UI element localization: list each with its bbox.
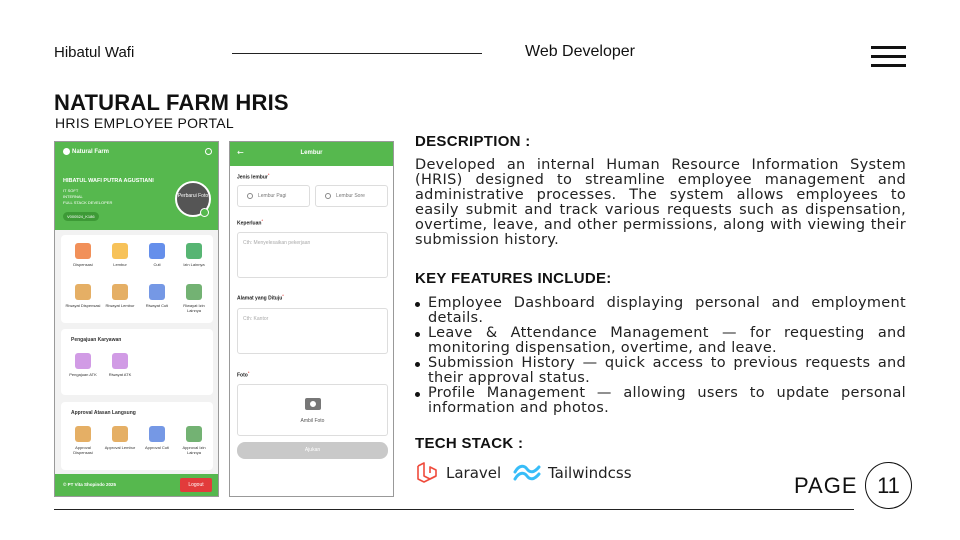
menu-icon [186,284,202,300]
tailwind-icon [512,463,542,483]
menu-item-label: Riwayat Dispensasi [65,303,101,308]
header-divider [232,53,482,54]
menu-item[interactable] [176,243,212,267]
menu-icon [75,426,91,442]
menu-icon [149,284,165,300]
menu-icon [112,353,128,369]
description-text: Developed an internal Human Resource Information System (HRIS) designed to streamline employee management and administrative processes. The system allows employees to easily submit and track various requests such as dispensation, overtime, leave, and other permissions, along with viewing their submission history. [415,157,906,248]
role-label: Web Developer [525,43,635,60]
pengajuan-heading: Pengajuan Karyawan [71,337,122,343]
menu-icon [112,243,128,259]
menu-item-label: Izin Lainnya [183,262,205,267]
menu-item[interactable] [102,426,138,450]
menu-item[interactable] [102,284,138,308]
overtime-form-screenshot [229,141,394,497]
menu-icon [149,426,165,442]
option-lembur-sore[interactable]: Lembur Sore [315,185,388,207]
jenis-label: Jenis lembur* [237,172,270,181]
alamat-input[interactable]: Cth: Kantor [237,308,388,354]
description-heading: DESCRIPTION : [415,133,531,150]
employee-name: HIBATUL WAFI PUTRA AGUSTIANI [63,178,154,184]
menu-icon [75,353,91,369]
menu-item-label: Lembur [113,262,127,267]
menu-item-label: Riwayat Izin Lainnya [183,303,205,313]
option-lembur-pagi[interactable]: Lembur Pagi [237,185,310,207]
menu-item-label: Pengajuan ATK [69,372,97,377]
keperluan-label: Keperluan* [237,218,264,227]
project-title: NATURAL FARM HRIS [54,90,289,115]
avatar-update-label: Perbarui Foto [177,193,209,199]
menu-item[interactable] [65,426,101,455]
tailwind-label: Tailwindcss [548,464,632,482]
menu-item-label: Approval Izin Lainnya [182,445,206,455]
menu-item-label: Riwayat Cuti [145,303,169,308]
photo-upload[interactable] [237,384,388,436]
list-item: Submission History — quick access to previous requests and their approval status. [413,356,906,386]
menu-item[interactable] [139,284,175,308]
menu-item[interactable] [176,426,212,455]
menu-item-label: Dispensasi [73,262,93,267]
menu-icon [112,426,128,442]
ambil-foto-label: Ambil Foto [300,418,325,424]
menu-card [61,235,213,323]
menu-item[interactable] [139,243,175,267]
laravel-icon [415,461,439,485]
list-item: Profile Management — allowing users to update personal information and photos. [413,386,906,416]
project-subtitle: HRIS EMPLOYEE PORTAL [55,115,234,131]
page-label: PAGE [794,473,858,498]
camera-icon [305,398,321,410]
menu-icon [186,243,202,259]
features-heading: KEY FEATURES INCLUDE: [415,270,612,287]
footer-divider [54,509,854,510]
back-arrow-icon[interactable]: ← [237,148,244,157]
foto-label: Foto* [237,370,250,379]
edit-photo-icon[interactable] [200,208,209,217]
menu-item[interactable] [102,353,138,377]
menu-icon [75,243,91,259]
menu-item[interactable] [65,284,101,308]
menu-item-label: Approval Cuti [144,445,169,450]
menu-item-label: Approval Dispensasi [73,445,93,455]
menu-item[interactable] [65,243,101,267]
menu-item-label: Riwayat Lembur [105,303,135,308]
page-number: 11 [865,462,912,509]
natural-farm-logo: Natural Farm [63,148,109,155]
menu-item-label: Riwayat ATK [108,372,132,377]
employee-id-badge: V000524_K186 [63,212,99,221]
menu-icon [149,243,165,259]
form-header [230,142,393,166]
dashboard-screenshot [54,141,219,497]
list-item: Leave & Attendance Management — for requesting and monitoring dispensation, overtime, and leave. [413,326,906,356]
menu-icon [112,284,128,300]
author-name: Hibatul Wafi [54,44,135,61]
sunset-icon [325,193,331,199]
sun-icon [247,193,253,199]
menu-item[interactable] [139,426,175,450]
list-item: Employee Dashboard displaying personal and employment details. [413,296,906,326]
keperluan-input[interactable]: Cth: Menyelesaikan pekerjaan [237,232,388,278]
logout-button[interactable]: Logout [180,478,212,492]
tech-tailwind [512,461,632,485]
features-list [413,296,906,416]
approval-heading: Approval Atasan Langsung [71,410,136,416]
menu-item-label: Approval Lembur [104,445,136,450]
menu-icon [75,284,91,300]
menu-item-label: Cuti [153,262,161,267]
employee-info: IT SOFT INTERNAL FULL STACK DEVELOPER [63,188,113,205]
ajukan-button[interactable]: Ajukan [237,442,388,459]
alamat-label: Alamat yang Dituju* [237,293,284,302]
form-title: Lembur [300,150,323,156]
hamburger-menu-icon[interactable] [871,46,906,68]
dashboard-footer [55,474,218,496]
tech-laravel [415,461,501,485]
menu-item[interactable] [65,353,101,377]
pengajuan-card [61,329,213,395]
menu-item[interactable] [176,284,212,313]
laravel-label: Laravel [446,464,502,482]
copyright-text: © PT Vita Shopindo 2025 [63,482,116,487]
menu-item[interactable] [102,243,138,267]
approval-card [61,402,213,470]
settings-gear-icon[interactable] [205,148,212,155]
dashboard-header [55,142,218,230]
menu-icon [186,426,202,442]
tech-heading: TECH STACK : [415,435,524,452]
